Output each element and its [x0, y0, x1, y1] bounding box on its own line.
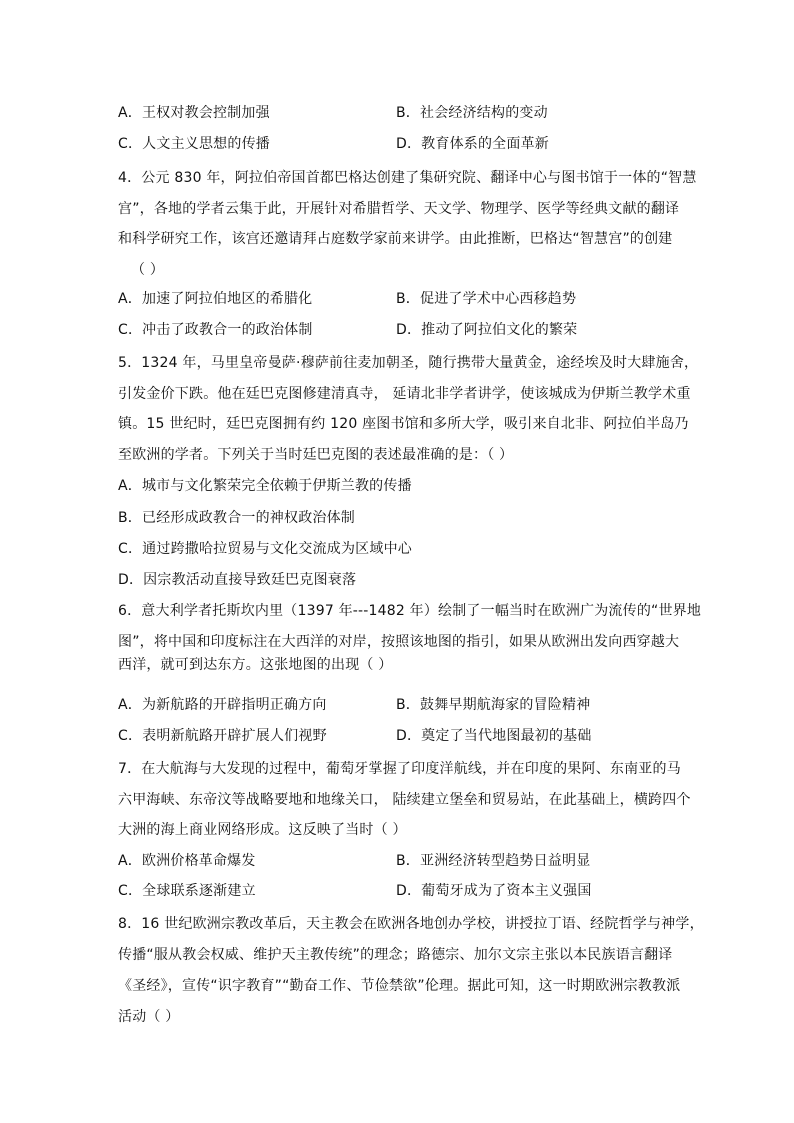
- q4-option-c[interactable]: C．冲击了政教合一的政治体制: [118, 322, 313, 338]
- q5-option-d[interactable]: D．因宗教活动直接导致廷巴克图衰落: [118, 572, 357, 588]
- q7-stem-line-1: 7．在大航海与大发现的过程中，葡萄牙掌握了印度洋航线，并在印度的果阿、东南亚的马: [118, 761, 681, 777]
- q7-option-d[interactable]: D．葡萄牙成为了资本主义强国: [396, 883, 592, 899]
- q6-option-c[interactable]: C．表明新航路开辟扩展人们视野: [118, 728, 327, 744]
- q7-option-c[interactable]: C．全球联系逐渐建立: [118, 883, 256, 899]
- q5-option-b[interactable]: B．已经形成政教合一的神权政治体制: [118, 510, 356, 526]
- q5-option-c[interactable]: C．通过跨撒哈拉贸易与文化交流成为区域中心: [118, 541, 412, 557]
- q5-stem-line-3: 镇。15 世纪时，廷巴克图拥有约 120 座图书馆和多所大学，吸引来自北非、阿拉伯半岛乃: [118, 416, 689, 432]
- q6-stem-line-1: 6．意大利学者托斯坎内里（1397 年---1482 年）绘制了一幅当时在欧洲广为流传的“世界地: [118, 603, 702, 619]
- q6-stem-line-3: 西洋，就可到达东方。这张地图的出现（ ）: [118, 657, 393, 673]
- q7-option-a[interactable]: A．欧洲价格革命爆发: [118, 853, 256, 869]
- q4-answer-blank: （ ）: [131, 262, 165, 278]
- q5-option-a[interactable]: A．城市与文化繁荣完全依赖于伊斯兰教的传播: [118, 478, 412, 494]
- q8-stem-line-3: 《圣经》，宣传“识字教育”“勤奋工作、节俭禁欲”伦理。据此可知，这一时期欧洲宗教教派: [118, 978, 681, 994]
- q8-stem-line-2: 传播“服从教会权威、维护天主教传统”的理念；路德宗、加尔文宗主张以本民族语言翻译: [118, 947, 673, 963]
- q5-stem-line-1: 5．1324 年，马里皇帝曼萨·穆萨前往麦加朝圣，随行携带大量黄金，途经埃及时大肆施舍，: [118, 355, 699, 371]
- q6-stem-line-2: 图”，将中国和印度标注在大西洋的对岸，按照该地图的指引，如果从欧洲出发向西穿越大: [118, 634, 680, 650]
- q5-stem-line-4: 至欧洲的学者。下列关于当时廷巴克图的表述最准确的是：（ ）: [118, 447, 514, 463]
- q4-stem-line-1: 4．公元 830 年，阿拉伯帝国首都巴格达创建了集研究院、翻译中心与图书馆于一体的“智慧: [118, 170, 697, 186]
- q4-stem-line-2: 宫”，各地的学者云集于此，开展针对希腊哲学、天文学、物理学、医学等经典文献的翻译: [118, 201, 680, 217]
- q3-option-a[interactable]: A．王权对教会控制加强: [118, 105, 270, 121]
- q6-option-d[interactable]: D．奠定了当代地图最初的基础: [396, 728, 592, 744]
- q7-option-b[interactable]: B．亚洲经济转型趋势日益明显: [396, 853, 591, 869]
- q6-option-b[interactable]: B．鼓舞早期航海家的冒险精神: [396, 697, 591, 713]
- q8-stem-line-1: 8．16 世纪欧洲宗教改革后，天主教会在欧洲各地创办学校，讲授拉丁语、经院哲学与神学，: [118, 916, 704, 932]
- q8-stem-line-4: 活动（ ）: [118, 1009, 180, 1025]
- q6-option-a[interactable]: A．为新航路的开辟指明正确方向: [118, 697, 327, 713]
- q4-option-b[interactable]: B．促进了学术中心西移趋势: [396, 291, 577, 307]
- q4-option-a[interactable]: A．加速了阿拉伯地区的希腊化: [118, 291, 313, 307]
- q3-option-d[interactable]: D．教育体系的全面革新: [396, 136, 549, 152]
- q7-stem-line-3: 大洲的海上商业网络形成。这反映了当时（ ）: [118, 822, 407, 838]
- q4-option-d[interactable]: D．推动了阿拉伯文化的繁荣: [396, 322, 578, 338]
- q3-option-b[interactable]: B．社会经济结构的变动: [396, 105, 548, 121]
- q5-stem-line-2: 引发金价下跌。他在廷巴克图修建清真寺， 延请北非学者讲学，使该城成为伊斯兰教学术重: [118, 386, 691, 402]
- q7-stem-line-2: 六甲海峡、东帝汶等战略要地和地缘关口， 陆续建立堡垒和贸易站，在此基础上，横跨四个: [118, 792, 691, 808]
- q4-stem-line-3: 和科学研究工作，该宫还邀请拜占庭数学家前来讲学。由此推断，巴格达“智慧宫”的创建: [118, 231, 673, 247]
- q3-option-c[interactable]: C．人文主义思想的传播: [118, 136, 270, 152]
